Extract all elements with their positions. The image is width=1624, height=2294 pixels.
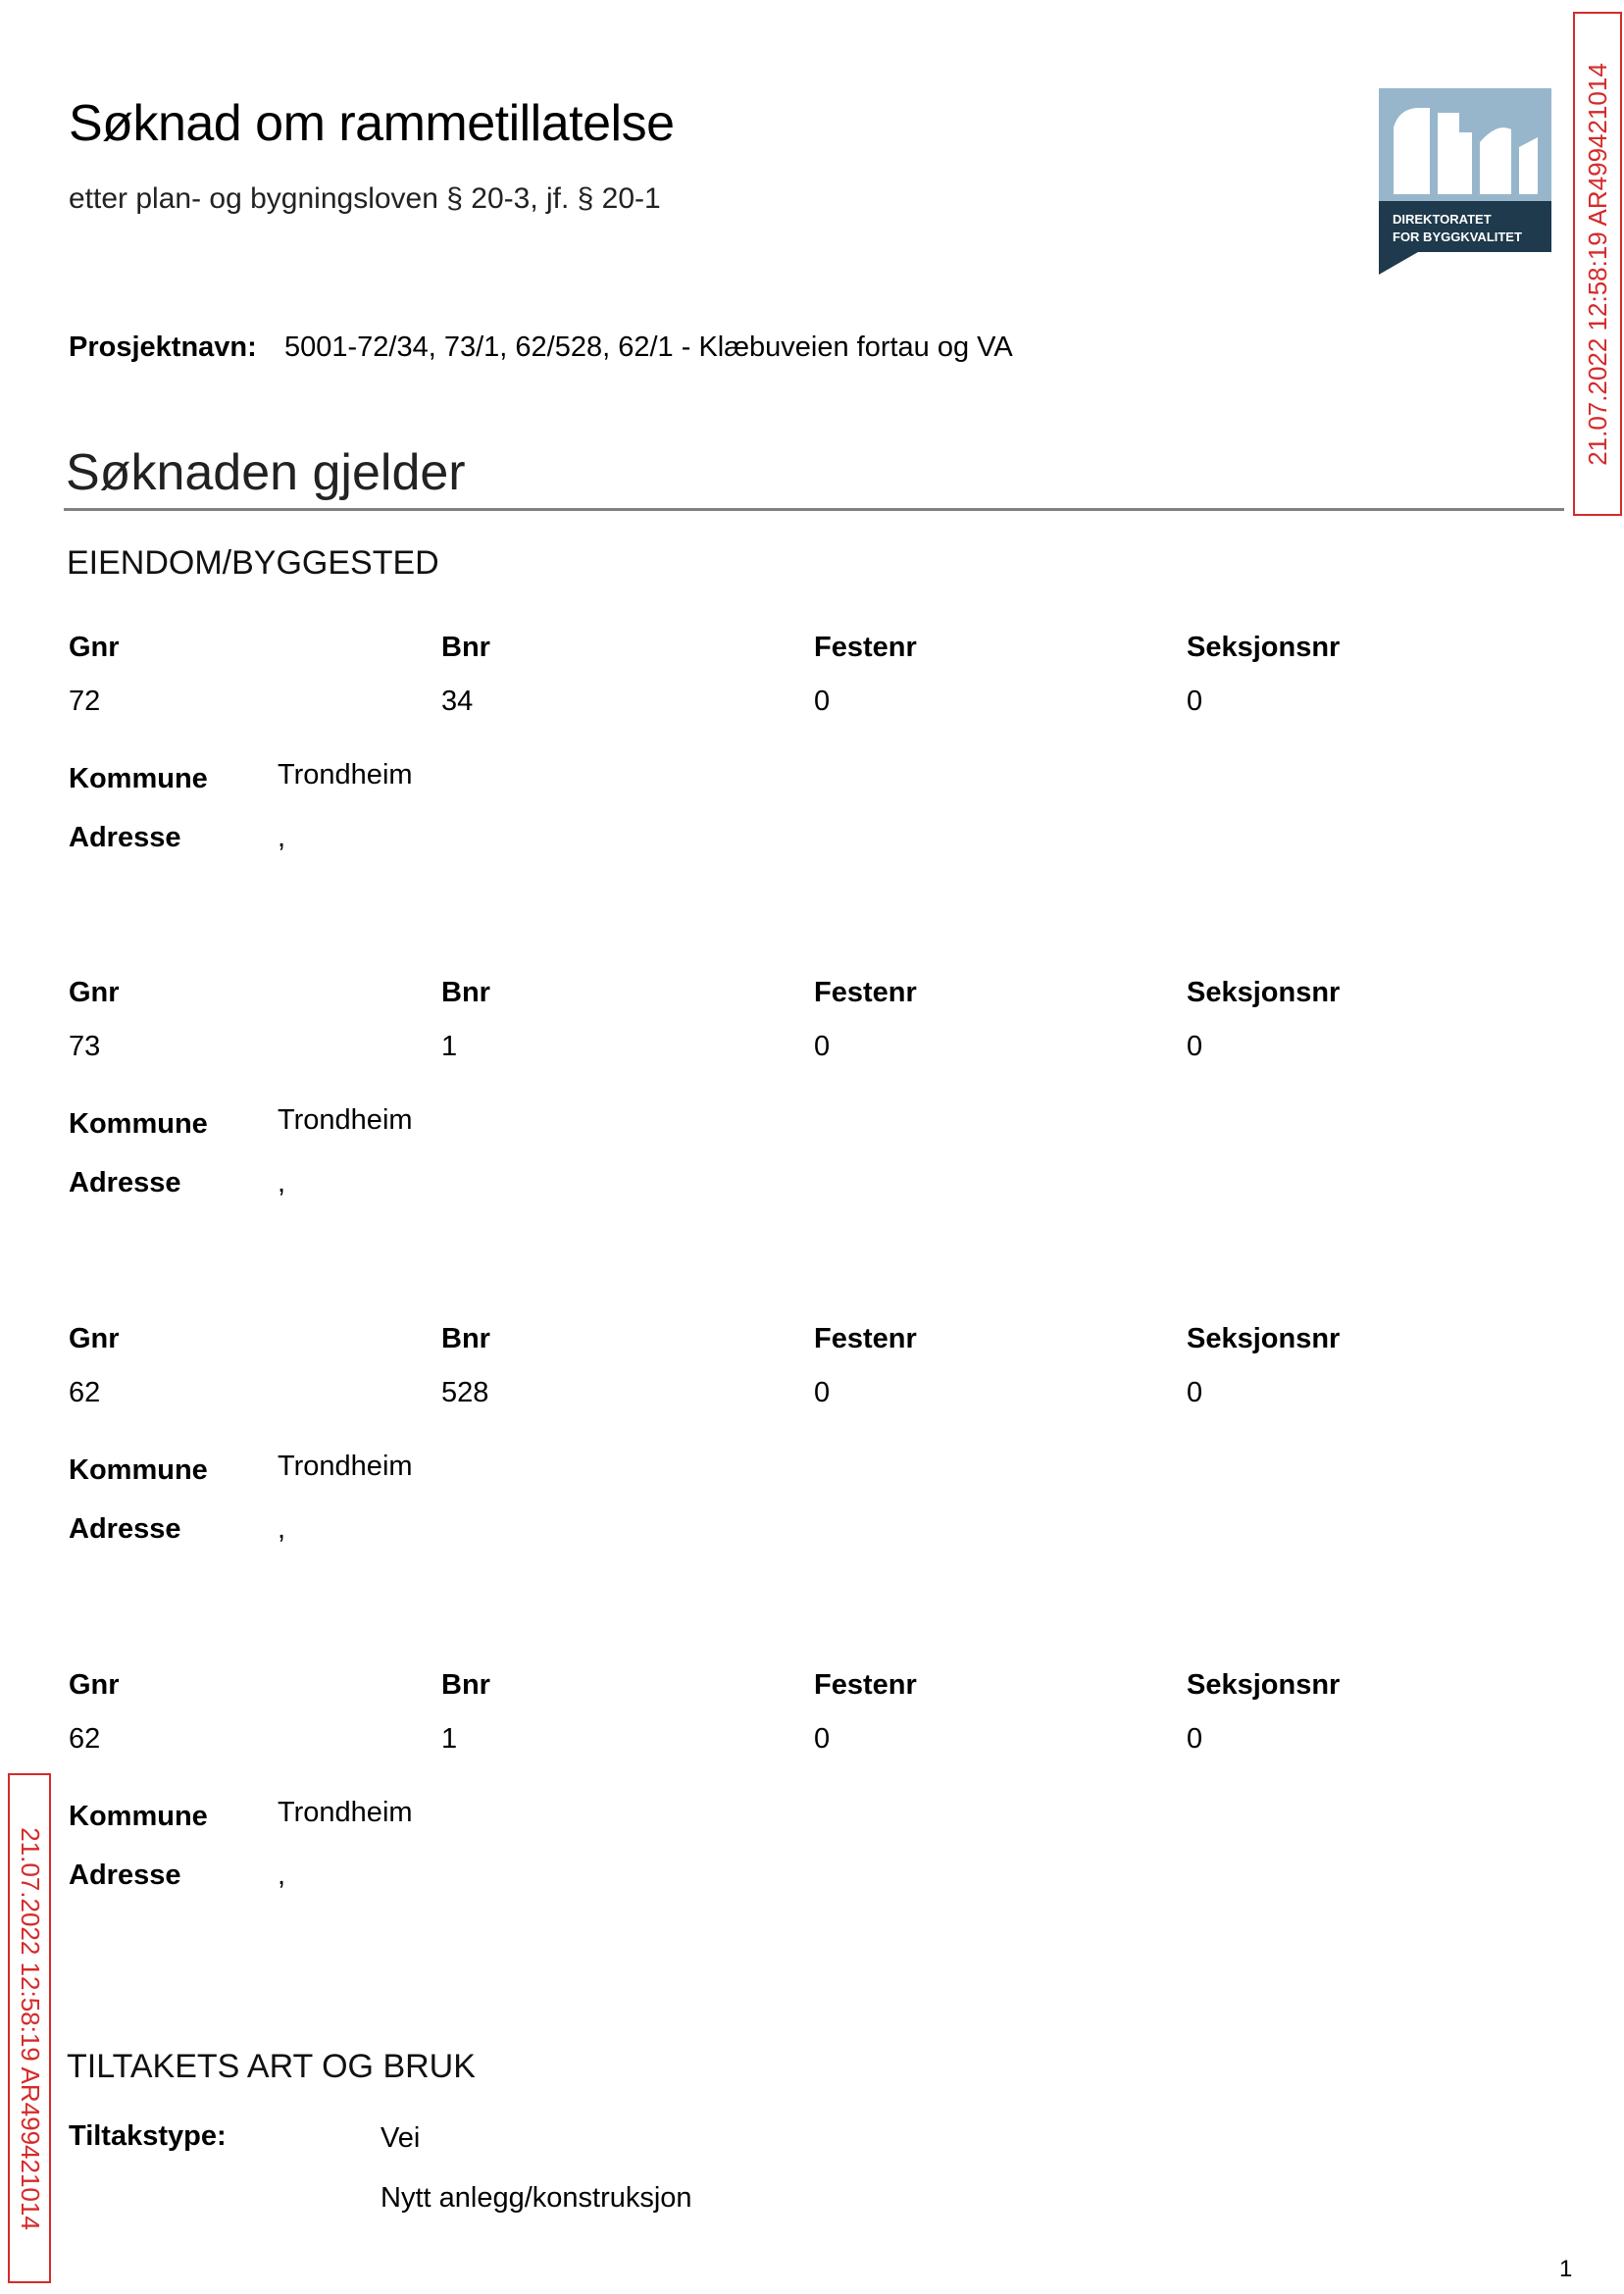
bnr-value: 1	[441, 1031, 458, 1062]
festenr-label: Festenr	[814, 977, 917, 1008]
adresse-label: Adresse	[69, 822, 181, 853]
gnr-label: Gnr	[69, 1323, 120, 1354]
adresse-value: ,	[278, 1513, 286, 1545]
document-title: Søknad om rammetillatelse	[69, 95, 675, 152]
bnr-label: Bnr	[441, 1669, 490, 1701]
stamp-text: 21.07.2022 12:58:19 AR499421014	[15, 1826, 45, 2230]
gnr-label: Gnr	[69, 977, 120, 1008]
receipt-stamp-top	[1573, 12, 1622, 516]
project-name-label: Prosjektnavn:	[69, 331, 257, 363]
seksjonsnr-value: 0	[1187, 1031, 1203, 1062]
bnr-label: Bnr	[441, 977, 490, 1008]
kommune-value: Trondheim	[278, 1797, 413, 1828]
property-block	[0, 977, 1569, 1242]
seksjonsnr-value: 0	[1187, 1377, 1203, 1408]
adresse-label: Adresse	[69, 1167, 181, 1198]
seksjonsnr-label: Seksjonsnr	[1187, 977, 1341, 1008]
bnr-value: 34	[441, 686, 474, 717]
adresse-label: Adresse	[69, 1860, 181, 1891]
property-block	[0, 1323, 1569, 1588]
adresse-label: Adresse	[69, 1513, 181, 1545]
festenr-label: Festenr	[814, 1669, 917, 1701]
project-name-value: 5001-72/34, 73/1, 62/528, 62/1 - Klæbuveien fortau og VA	[284, 331, 1013, 363]
kommune-value: Trondheim	[278, 759, 413, 790]
kommune-label: Kommune	[69, 1454, 208, 1486]
kommune-value: Trondheim	[278, 1104, 413, 1136]
tiltakstype-value: Vei	[381, 2122, 421, 2154]
tiltakstype-value: Nytt anlegg/konstruksjon	[381, 2182, 692, 2214]
property-block	[0, 1669, 1569, 1934]
section-title: Søknaden gjelder	[66, 444, 466, 501]
property-block	[0, 632, 1569, 896]
dibk-logo	[1379, 88, 1551, 275]
adresse-value: ,	[278, 822, 286, 853]
page-number: 1	[1559, 2256, 1573, 2282]
festenr-value: 0	[814, 1723, 831, 1755]
kommune-label: Kommune	[69, 1108, 208, 1140]
document-subtitle: etter plan- og bygningsloven § 20-3, jf. § 20-1	[69, 182, 661, 215]
seksjonsnr-value: 0	[1187, 686, 1203, 717]
kommune-label: Kommune	[69, 763, 208, 794]
festenr-value: 0	[814, 686, 831, 717]
seksjonsnr-label: Seksjonsnr	[1187, 632, 1341, 663]
tiltakstype-label: Tiltakstype:	[69, 2120, 227, 2152]
adresse-value: ,	[278, 1860, 286, 1891]
seksjonsnr-label: Seksjonsnr	[1187, 1669, 1341, 1701]
festenr-label: Festenr	[814, 1323, 917, 1354]
bnr-value: 528	[441, 1377, 489, 1408]
gnr-value: 62	[69, 1723, 101, 1755]
kommune-value: Trondheim	[278, 1451, 413, 1482]
gnr-value: 62	[69, 1377, 101, 1408]
gnr-value: 73	[69, 1031, 101, 1062]
logo-text-line1: DIREKTORATET	[1393, 212, 1492, 227]
gnr-label: Gnr	[69, 1669, 120, 1701]
festenr-value: 0	[814, 1031, 831, 1062]
kommune-label: Kommune	[69, 1801, 208, 1832]
gnr-value: 72	[69, 686, 101, 717]
logo-text-line2: FOR BYGGKVALITET	[1393, 229, 1522, 244]
tiltak-heading: TILTAKETS ART OG BRUK	[67, 2048, 476, 2085]
festenr-value: 0	[814, 1377, 831, 1408]
seksjonsnr-value: 0	[1187, 1723, 1203, 1755]
gnr-label: Gnr	[69, 632, 120, 663]
adresse-value: ,	[278, 1167, 286, 1198]
bnr-label: Bnr	[441, 632, 490, 663]
property-heading: EIENDOM/BYGGESTED	[67, 544, 439, 582]
stamp-text: 21.07.2022 12:58:19 AR499421014	[1582, 62, 1612, 466]
section-divider	[64, 508, 1564, 511]
bnr-label: Bnr	[441, 1323, 490, 1354]
festenr-label: Festenr	[814, 632, 917, 663]
bnr-value: 1	[441, 1723, 458, 1755]
seksjonsnr-label: Seksjonsnr	[1187, 1323, 1341, 1354]
